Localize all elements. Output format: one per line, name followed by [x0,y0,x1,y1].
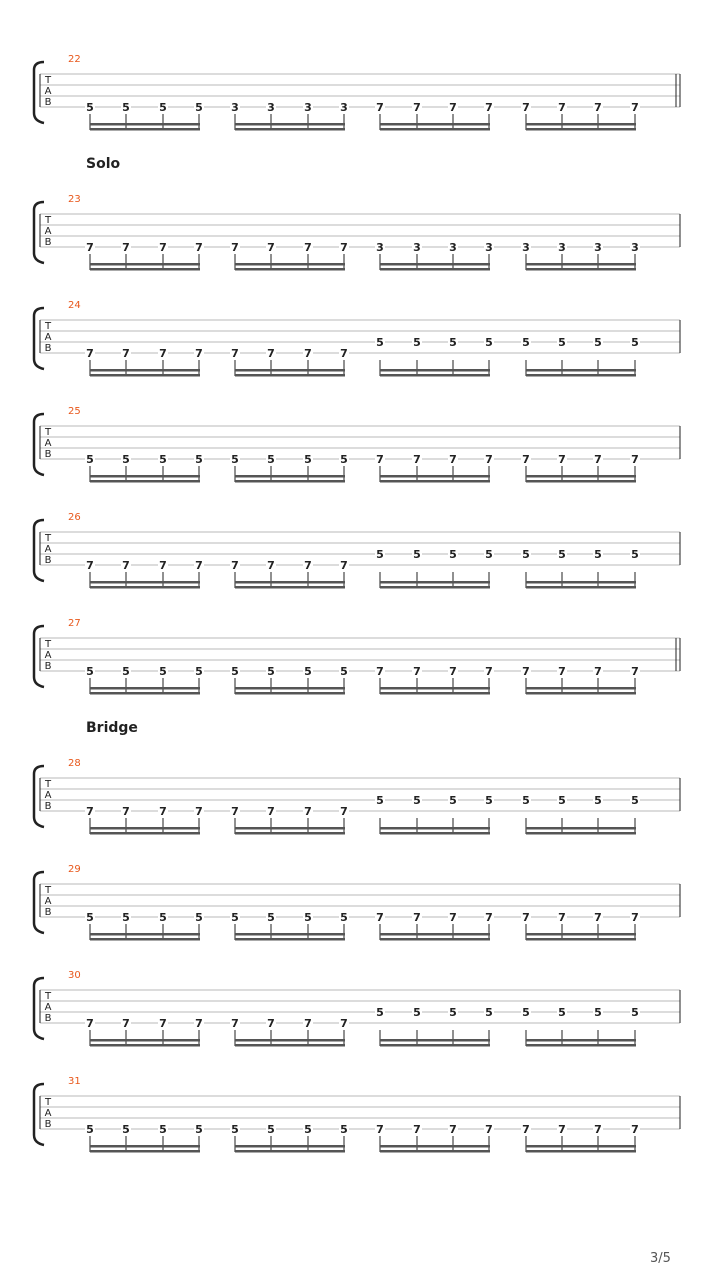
fret-number: 5 [231,453,239,466]
fret-number: 7 [304,559,312,572]
fret-number: 3 [485,241,493,254]
fret-number: 7 [231,347,239,360]
tab-clef-letter: T [44,885,52,896]
fret-number: 7 [449,453,457,466]
fret-number: 7 [267,347,275,360]
fret-number: 7 [558,453,566,466]
fret-number: 7 [594,911,602,924]
fret-number: 7 [159,347,167,360]
note-beam [380,687,490,690]
fret-number: 7 [159,805,167,818]
tab-clef-letter: A [44,438,52,449]
measure-number: 30 [68,970,81,981]
fret-number: 7 [304,1017,312,1030]
section-label: Solo [86,156,121,172]
fret-number: 7 [485,101,493,114]
note-beam [526,827,636,830]
tab-clef-letter: T [44,1097,52,1108]
system-bracket [34,766,44,827]
section-label: Bridge [86,720,138,736]
note-beam [380,832,490,835]
fret-number: 5 [304,1123,312,1136]
fret-number: 7 [122,1017,130,1030]
fret-number: 5 [376,336,384,349]
fret-number: 5 [195,1123,203,1136]
note-beam [90,1145,200,1148]
fret-number: 5 [122,911,130,924]
fret-number: 7 [86,1017,94,1030]
fret-number: 3 [631,241,639,254]
note-beam [380,933,490,936]
fret-number: 5 [631,336,639,349]
fret-number: 7 [340,241,348,254]
note-beam [380,692,490,695]
note-beam [380,369,490,372]
fret-number: 5 [159,665,167,678]
note-beam [235,263,345,266]
note-beam [235,938,345,941]
measure-number: 28 [68,758,81,769]
fret-number: 7 [485,665,493,678]
fret-number: 5 [413,548,421,561]
note-beam [380,263,490,266]
tab-clef-letter: T [44,779,52,790]
tab-clef-letter: A [44,650,52,661]
measure-number: 22 [68,54,81,65]
note-beam [526,128,636,131]
fret-number: 7 [231,805,239,818]
fret-number: 5 [631,548,639,561]
note-beam [90,832,200,835]
fret-number: 7 [631,1123,639,1136]
fret-number: 5 [558,1006,566,1019]
fret-number: 7 [631,453,639,466]
fret-number: 7 [485,453,493,466]
fret-number: 5 [340,665,348,678]
tab-clef-letter: A [44,790,52,801]
note-beam [90,268,200,271]
note-beam [235,687,345,690]
note-beam [380,1044,490,1047]
fret-number: 7 [159,1017,167,1030]
note-beam [235,692,345,695]
fret-number: 7 [522,911,530,924]
note-beam [90,933,200,936]
measure-number: 31 [68,1076,81,1087]
note-beam [526,268,636,271]
fret-number: 7 [304,805,312,818]
fret-number: 5 [485,794,493,807]
page-number: 3/5 [650,1251,671,1266]
note-beam [90,581,200,584]
tab-clef-letter: A [44,86,52,97]
tab-clef-letter: A [44,332,52,343]
fret-number: 7 [376,453,384,466]
fret-number: 3 [340,101,348,114]
tab-clef-letter: T [44,427,52,438]
note-beam [380,475,490,478]
note-beam [90,123,200,126]
fret-number: 5 [304,453,312,466]
fret-number: 5 [86,911,94,924]
measure-number: 29 [68,864,81,875]
fret-number: 7 [122,347,130,360]
fret-number: 7 [631,911,639,924]
fret-number: 3 [522,241,530,254]
note-beam [380,938,490,941]
note-beam [235,1044,345,1047]
fret-number: 5 [522,1006,530,1019]
fret-number: 5 [485,1006,493,1019]
note-beam [380,268,490,271]
fret-number: 7 [195,241,203,254]
fret-number: 5 [159,453,167,466]
fret-number: 7 [231,241,239,254]
fret-number: 7 [522,101,530,114]
tab-clef-letter: B [44,343,52,354]
fret-number: 5 [159,1123,167,1136]
note-beam [526,938,636,941]
fret-number: 5 [267,665,275,678]
fret-number: 5 [304,665,312,678]
measure-number: 25 [68,406,81,417]
measure-number: 27 [68,618,81,629]
fret-number: 7 [340,805,348,818]
fret-number: 5 [195,101,203,114]
fret-number: 7 [86,347,94,360]
fret-number: 5 [267,1123,275,1136]
fret-number: 7 [376,911,384,924]
fret-number: 7 [267,1017,275,1030]
note-beam [235,123,345,126]
tab-clef-letter: B [44,97,52,108]
fret-number: 7 [159,559,167,572]
fret-number: 5 [485,336,493,349]
fret-number: 7 [304,347,312,360]
fret-number: 7 [267,559,275,572]
tab-clef-letter: T [44,533,52,544]
tab-clef-letter: T [44,321,52,332]
note-beam [90,374,200,377]
note-beam [235,374,345,377]
note-beam [526,480,636,483]
fret-number: 5 [522,548,530,561]
fret-number: 7 [558,911,566,924]
fret-number: 7 [594,453,602,466]
fret-number: 5 [340,911,348,924]
fret-number: 5 [449,1006,457,1019]
note-beam [235,369,345,372]
note-beam [235,832,345,835]
tab-clef-letter: B [44,1119,52,1130]
fret-number: 7 [449,911,457,924]
measure-number: 23 [68,194,81,205]
fret-number: 7 [304,241,312,254]
note-beam [380,374,490,377]
fret-number: 3 [376,241,384,254]
fret-number: 5 [86,101,94,114]
note-beam [90,586,200,589]
fret-number: 7 [522,665,530,678]
fret-number: 5 [340,1123,348,1136]
tab-clef-letter: A [44,544,52,555]
fret-number: 5 [413,794,421,807]
note-beam [235,827,345,830]
tab-clef-letter: A [44,226,52,237]
note-beam [526,1044,636,1047]
note-beam [235,268,345,271]
fret-number: 5 [558,548,566,561]
fret-number: 5 [195,665,203,678]
note-beam [90,1150,200,1153]
note-beam [90,687,200,690]
fret-number: 3 [558,241,566,254]
note-beam [526,123,636,126]
system-bracket [34,414,44,475]
fret-number: 7 [376,1123,384,1136]
note-beam [235,1145,345,1148]
fret-number: 5 [631,794,639,807]
note-beam [526,1145,636,1148]
fret-number: 7 [449,101,457,114]
note-beam [380,827,490,830]
fret-number: 5 [449,336,457,349]
fret-number: 5 [122,1123,130,1136]
fret-number: 5 [522,336,530,349]
fret-number: 7 [231,559,239,572]
fret-number: 5 [594,336,602,349]
fret-number: 7 [86,559,94,572]
fret-number: 7 [631,665,639,678]
fret-number: 5 [195,453,203,466]
fret-number: 7 [122,241,130,254]
fret-number: 7 [485,911,493,924]
fret-number: 5 [522,794,530,807]
fret-number: 7 [485,1123,493,1136]
note-beam [526,369,636,372]
fret-number: 5 [86,453,94,466]
fret-number: 7 [159,241,167,254]
fret-number: 5 [376,794,384,807]
fret-number: 5 [340,453,348,466]
note-beam [235,128,345,131]
fret-number: 5 [86,665,94,678]
fret-number: 7 [340,347,348,360]
note-beam [526,692,636,695]
fret-number: 7 [195,347,203,360]
fret-number: 5 [376,1006,384,1019]
tab-clef-letter: T [44,991,52,1002]
tab-clef-letter: T [44,215,52,226]
fret-number: 7 [522,1123,530,1136]
tab-clef-letter: A [44,1002,52,1013]
fret-number: 3 [304,101,312,114]
note-beam [526,933,636,936]
fret-number: 5 [485,548,493,561]
fret-number: 7 [631,101,639,114]
fret-number: 7 [122,805,130,818]
fret-number: 7 [195,1017,203,1030]
fret-number: 5 [231,665,239,678]
system-bracket [34,872,44,933]
fret-number: 5 [413,336,421,349]
note-beam [90,938,200,941]
tab-clef-letter: B [44,801,52,812]
tab-clef-letter: B [44,237,52,248]
note-beam [526,263,636,266]
tab-clef-letter: T [44,639,52,650]
note-beam [235,1039,345,1042]
fret-number: 7 [267,805,275,818]
fret-number: 7 [413,1123,421,1136]
system-bracket [34,62,44,123]
fret-number: 7 [340,559,348,572]
fret-number: 7 [86,241,94,254]
fret-number: 7 [449,665,457,678]
fret-number: 5 [159,101,167,114]
note-beam [526,581,636,584]
fret-number: 3 [231,101,239,114]
note-beam [90,827,200,830]
fret-number: 5 [594,548,602,561]
tab-clef-letter: A [44,1108,52,1119]
note-beam [380,128,490,131]
note-beam [380,586,490,589]
tab-clef-letter: B [44,555,52,566]
fret-number: 7 [86,805,94,818]
note-beam [235,1150,345,1153]
note-beam [526,1150,636,1153]
measure-number: 24 [68,300,81,311]
fret-number: 3 [267,101,275,114]
fret-number: 5 [122,665,130,678]
fret-number: 3 [413,241,421,254]
note-beam [235,586,345,589]
fret-number: 5 [631,1006,639,1019]
fret-number: 5 [231,1123,239,1136]
note-beam [380,1150,490,1153]
note-beam [380,581,490,584]
fret-number: 7 [413,665,421,678]
fret-number: 7 [195,559,203,572]
note-beam [90,1039,200,1042]
tab-clef-letter: B [44,661,52,672]
fret-number: 5 [159,911,167,924]
system-bracket [34,202,44,263]
note-beam [380,480,490,483]
fret-number: 7 [558,1123,566,1136]
note-beam [526,832,636,835]
fret-number: 5 [558,336,566,349]
fret-number: 7 [376,665,384,678]
tab-clef-letter: B [44,1013,52,1024]
note-beam [90,480,200,483]
note-beam [235,480,345,483]
fret-number: 3 [594,241,602,254]
fret-number: 5 [594,794,602,807]
note-beam [526,1039,636,1042]
fret-number: 7 [376,101,384,114]
fret-number: 7 [340,1017,348,1030]
note-beam [90,369,200,372]
fret-number: 5 [558,794,566,807]
fret-number: 7 [231,1017,239,1030]
fret-number: 7 [267,241,275,254]
fret-number: 7 [522,453,530,466]
note-beam [526,687,636,690]
tab-clef-letter: T [44,75,52,86]
note-beam [90,263,200,266]
measure-number: 26 [68,512,81,523]
note-beam [235,933,345,936]
fret-number: 7 [195,805,203,818]
fret-number: 5 [231,911,239,924]
tab-clef-letter: B [44,449,52,460]
fret-number: 7 [594,101,602,114]
fret-number: 5 [376,548,384,561]
system-bracket [34,978,44,1039]
fret-number: 5 [86,1123,94,1136]
fret-number: 7 [449,1123,457,1136]
fret-number: 5 [449,548,457,561]
system-bracket [34,308,44,369]
fret-number: 5 [594,1006,602,1019]
system-bracket [34,520,44,581]
note-beam [380,1039,490,1042]
note-beam [380,1145,490,1148]
note-beam [526,475,636,478]
fret-number: 5 [122,101,130,114]
fret-number: 5 [122,453,130,466]
fret-number: 3 [449,241,457,254]
fret-number: 5 [195,911,203,924]
note-beam [90,692,200,695]
fret-number: 7 [594,665,602,678]
fret-number: 5 [267,911,275,924]
note-beam [235,475,345,478]
note-beam [526,374,636,377]
note-beam [380,123,490,126]
system-bracket [34,626,44,687]
tab-clef-letter: B [44,907,52,918]
fret-number: 7 [122,559,130,572]
fret-number: 5 [449,794,457,807]
fret-number: 7 [413,453,421,466]
fret-number: 5 [267,453,275,466]
note-beam [90,475,200,478]
fret-number: 5 [304,911,312,924]
system-bracket [34,1084,44,1145]
fret-number: 7 [594,1123,602,1136]
fret-number: 7 [558,665,566,678]
fret-number: 7 [413,911,421,924]
note-beam [90,1044,200,1047]
tab-clef-letter: A [44,896,52,907]
note-beam [90,128,200,131]
note-beam [235,581,345,584]
note-beam [526,586,636,589]
fret-number: 7 [413,101,421,114]
fret-number: 7 [558,101,566,114]
fret-number: 5 [413,1006,421,1019]
